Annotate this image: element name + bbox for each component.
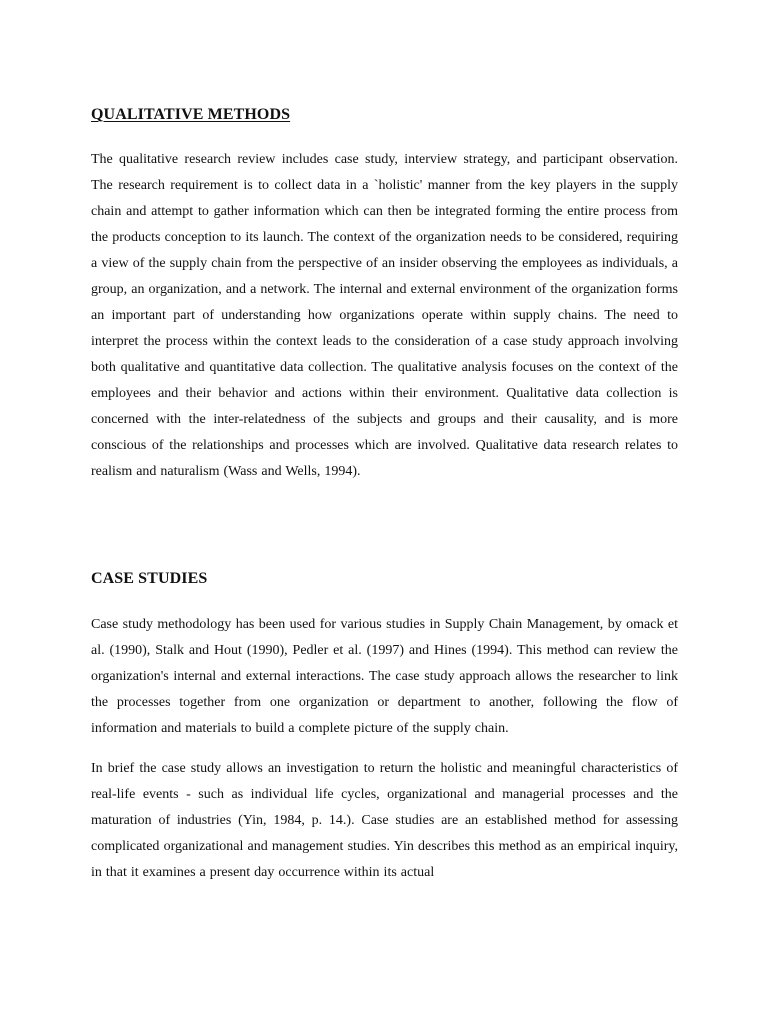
section-heading-case-studies: CASE STUDIES xyxy=(91,570,208,587)
section-heading-qualitative-methods: QUALITATIVE METHODS xyxy=(91,106,291,123)
case-studies-paragraph-2: In brief the case study allows an investigation to return the holistic and meaningful characteristics of real-life events - such as individual life cycles, organizational and managerial processes and the maturation of industries (Yin, 1984, p. 14.). Case studies are an established method for assessing complicated organizational and management studies. Yin describes this method as an empirical inquiry, in that it examines a present day occurrence within its actual xyxy=(91,761,678,880)
qualitative-methods-paragraph: The qualitative research review includes case study, interview strategy, and participant observation. The research requirement is to collect data in a `holistic' manner from the key players in the supply chain and attempt to gather information which can then be integrated forming the entire process from the products conception to its launch. The context of the organization needs to be considered, requiring a view of the supply chain from the perspective of an insider observing the employees as individuals, a group, an organization, and a network. The internal and external environment of the organization forms an important part of understanding how organizations operate within supply chains. The need to interpret the process within the context leads to the consideration of a case study approach involving both qualitative and quantitative data collection. The qualitative analysis focuses on the context of the employees and their behavior and actions within their environment. Qualitative data collection is concerned with the inter-relatedness of the subjects and groups and their causality, and is more conscious of the relationships and processes which are involved. Qualitative data research relates to realism and naturalism (Wass and Wells, 1994). xyxy=(91,152,678,479)
case-studies-paragraph-1: Case study methodology has been used for various studies in Supply Chain Management, by omack et al. (1990), Stalk and Hout (1990), Pedler et al. (1997) and Hines (1994). This method can review the organization's internal and external interactions. The case study approach allows the researcher to link the processes together from one organization or department to another, following the flow of information and materials to build a complete picture of the supply chain. xyxy=(91,617,678,736)
